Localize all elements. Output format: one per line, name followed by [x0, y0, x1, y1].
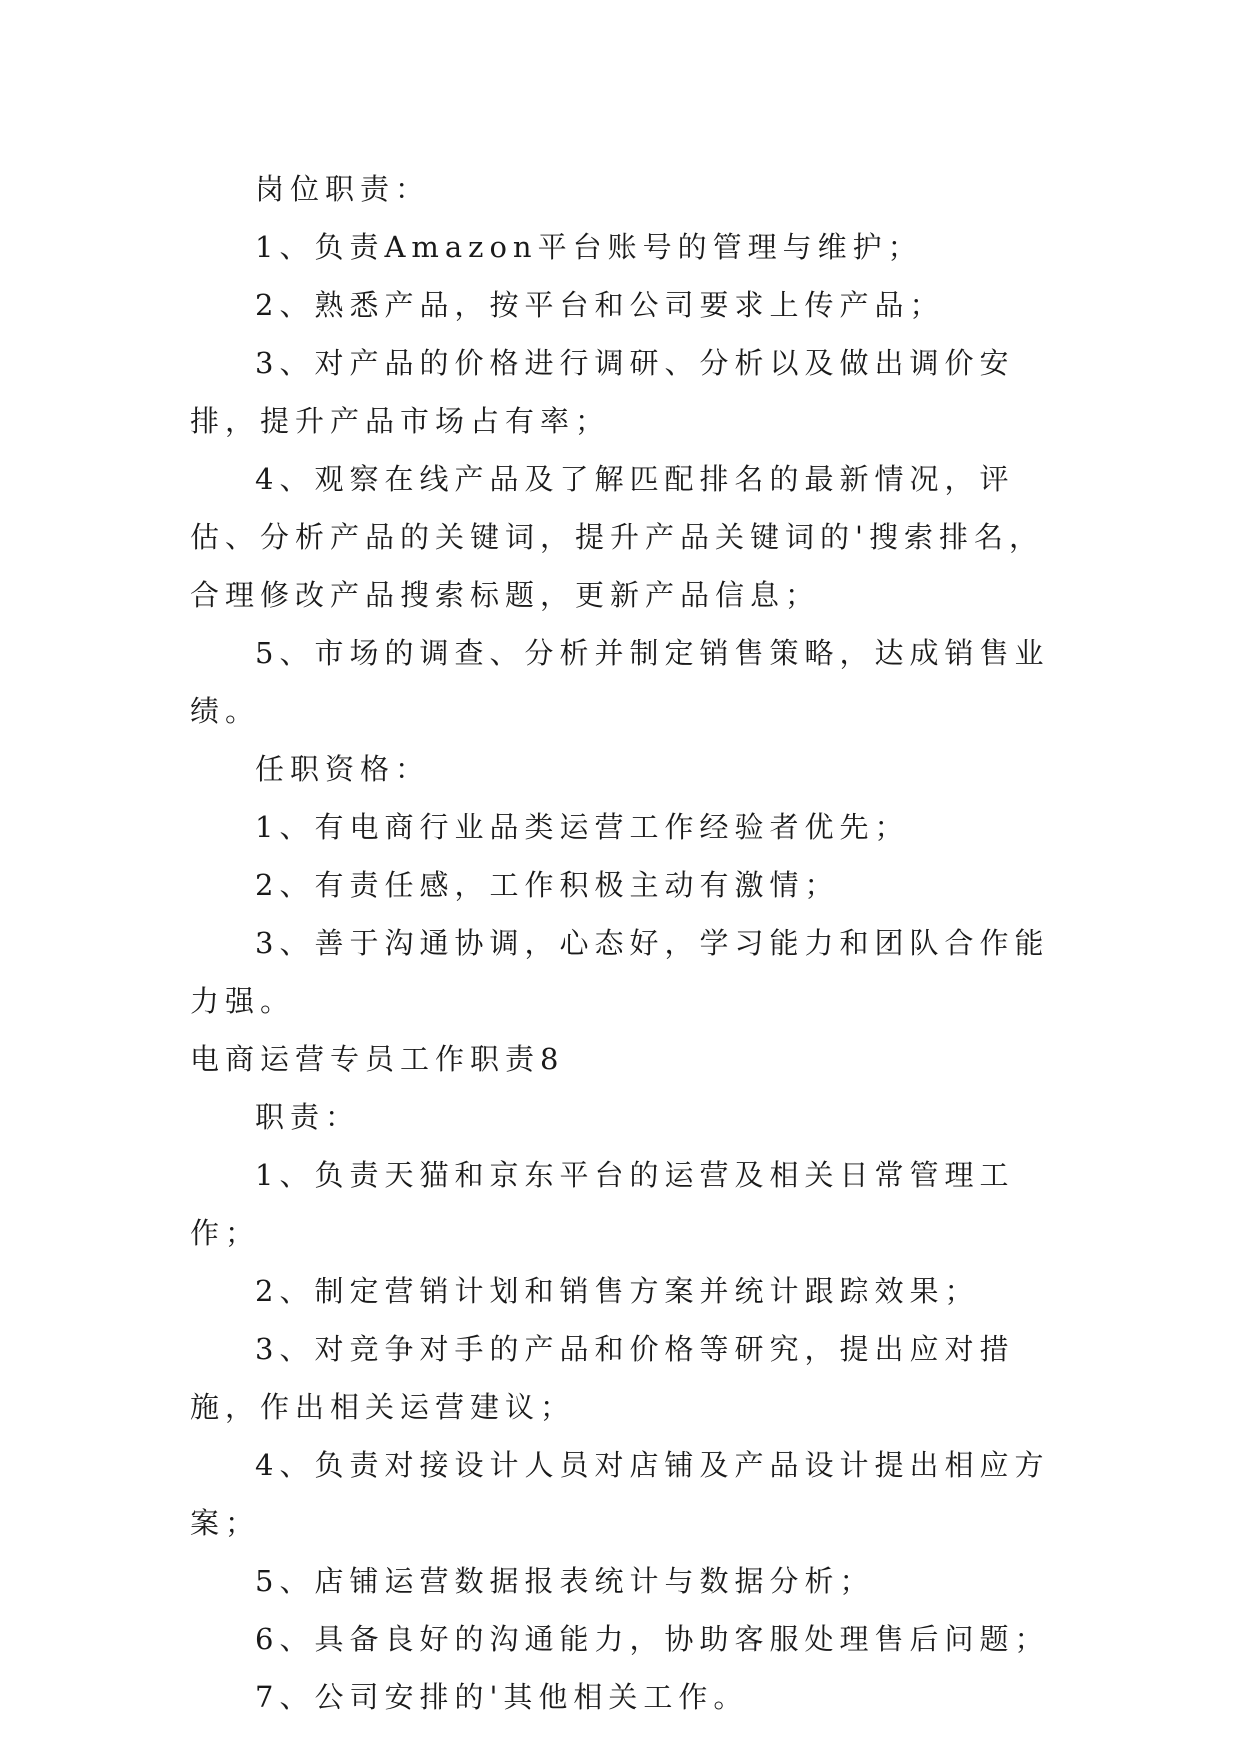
paragraph-duty-4: 4、观察在线产品及了解匹配排名的最新情况，评估、分析产品的关键词，提升产品关键词的'搜索排名，合理修改产品搜索标题，更新产品信息； [190, 462, 1044, 612]
paragraph-responsibility-6: 6、具备良好的沟通能力，协助客服处理售后问题； [255, 1622, 1050, 1656]
paragraph-duty-5: 5、市场的调查、分析并制定销售策略，达成销售业绩。 [190, 636, 1050, 728]
paragraph-qualification-2: 2、有责任感，工作积极主动有激情； [255, 868, 840, 902]
paragraph-responsibility-2: 2、制定营销计划和销售方案并统计跟踪效果； [255, 1274, 980, 1308]
paragraph-responsibility-4: 4、负责对接设计人员对店铺及产品设计提出相应方案； [190, 1448, 1050, 1540]
paragraph-qualification-1: 1、有电商行业品类运营工作经验者优先； [255, 810, 910, 844]
paragraph-qualifications-heading: 任职资格： [255, 752, 431, 786]
paragraph-duty-2: 2、熟悉产品，按平台和公司要求上传产品； [255, 288, 945, 322]
paragraph-responsibility-1: 1、负责天猫和京东平台的运营及相关日常管理工作； [190, 1158, 1015, 1250]
section-title: 电商运营专员工作职责8 [190, 1042, 565, 1076]
paragraph-qualification-3: 3、善于沟通协调，心态好，学习能力和团队合作能力强。 [190, 926, 1050, 1018]
paragraph-responsibility-7: 7、公司安排的'其他相关工作。 [255, 1680, 749, 1714]
paragraph-job-duties-heading: 岗位职责： [255, 172, 431, 206]
paragraph-responsibility-3: 3、对竞争对手的产品和价格等研究，提出应对措施，作出相关运营建议； [190, 1332, 1015, 1424]
paragraph-duty-1: 1、负责Amazon平台账号的管理与维护； [255, 230, 923, 264]
paragraph-responsibility-5: 5、店铺运营数据报表统计与数据分析； [255, 1564, 875, 1598]
paragraph-responsibilities-heading: 职责： [255, 1100, 361, 1134]
document-body [190, 160, 1070, 1726]
paragraph-duty-3: 3、对产品的价格进行调研、分析以及做出调价安排，提升产品市场占有率； [190, 346, 1015, 438]
